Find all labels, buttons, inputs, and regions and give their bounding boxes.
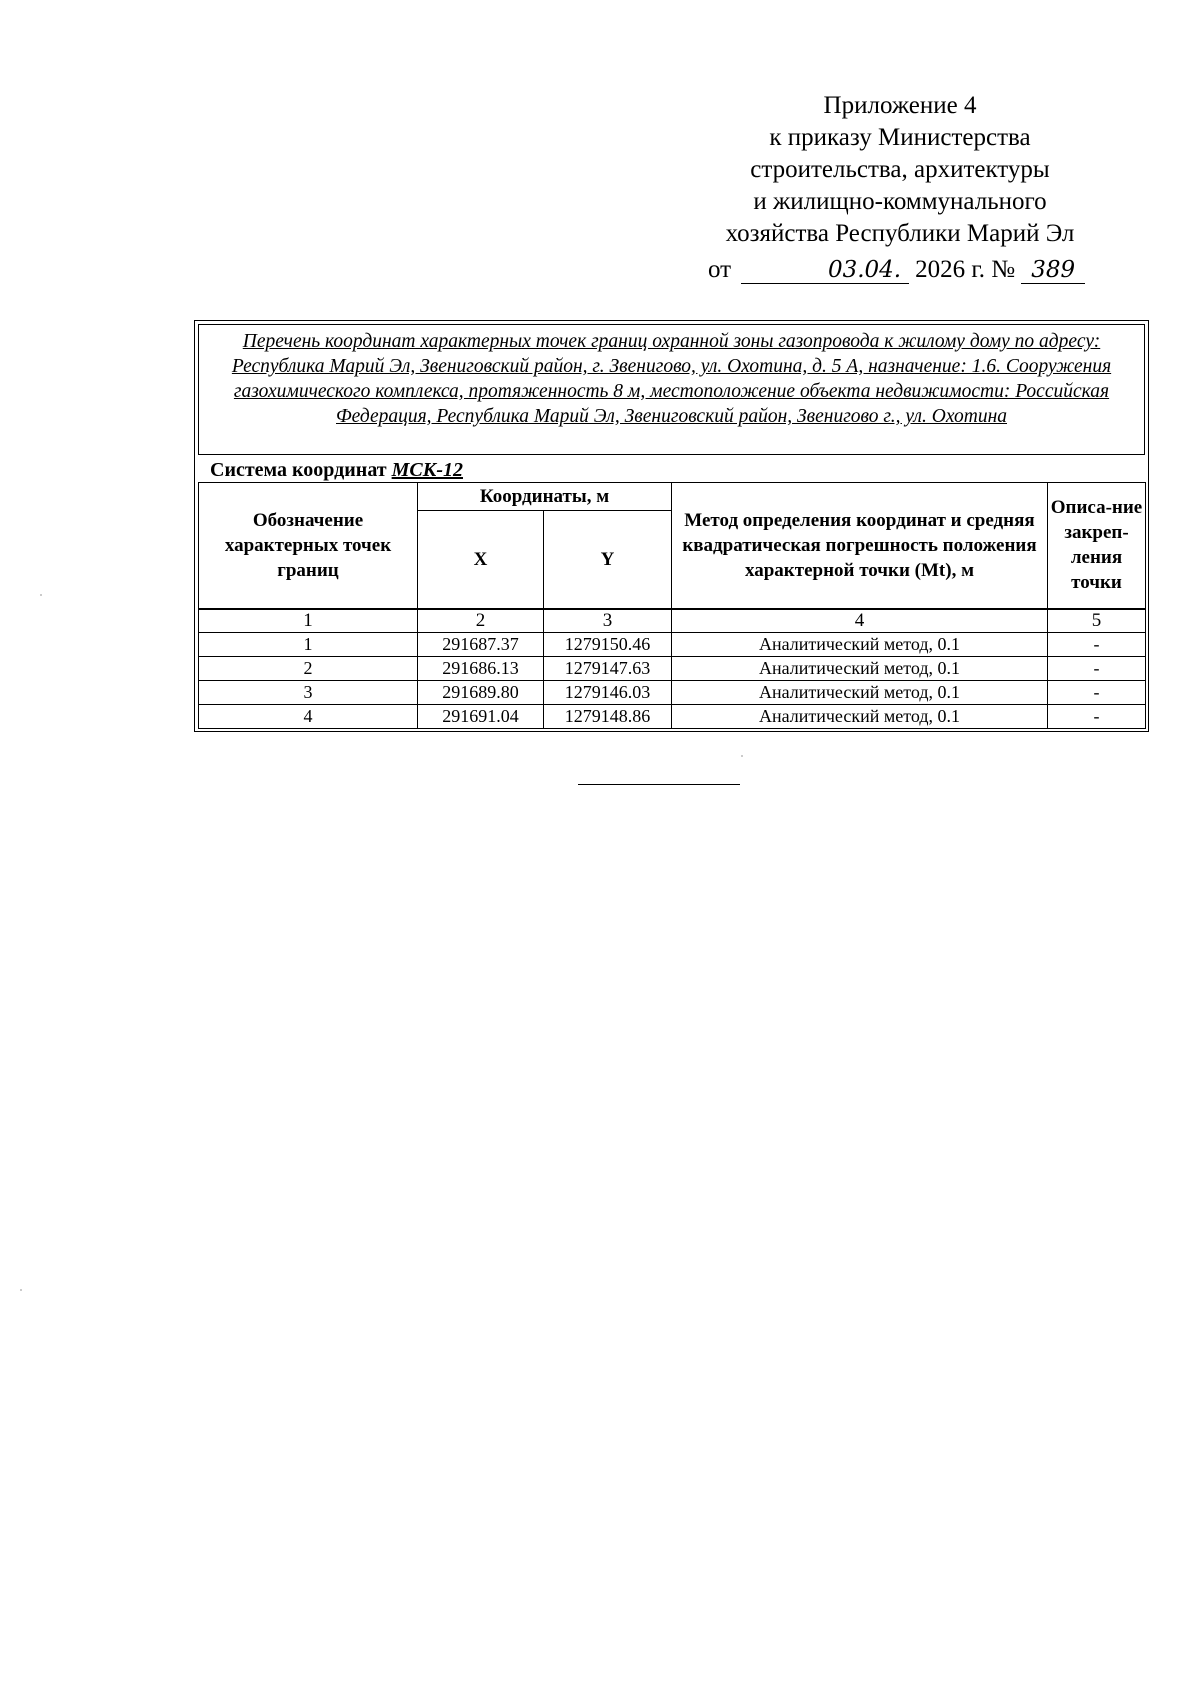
closing-rule: [578, 784, 740, 785]
method-value: Аналитический метод, 0.1: [672, 656, 1048, 680]
appendix-line-republic: хозяйства Республики Марий Эл: [725, 220, 1075, 247]
y-value: 1279148.86: [544, 704, 672, 728]
scan-speck: [741, 755, 743, 757]
x-value: 291691.04: [418, 704, 544, 728]
header-point-designation: Обозначение характерных точек границ: [199, 483, 418, 609]
column-number: 3: [544, 609, 672, 633]
point-number: 1: [199, 632, 418, 656]
order-date-line: [708, 254, 1148, 286]
year-label: 2026 г. №: [915, 256, 1016, 283]
x-value: 291687.37: [418, 632, 544, 656]
header-y: Y: [544, 511, 672, 609]
scan-speck: [20, 1289, 22, 1291]
point-number: 2: [199, 656, 418, 680]
header-x: X: [418, 511, 544, 609]
column-number: 5: [1048, 609, 1146, 633]
header-description: Описа-ние закреп-ления точки: [1048, 483, 1146, 609]
header-method: Метод определения координат и средняя квадратическая погрешность положения характерной точки (Mt), м: [672, 483, 1048, 609]
appendix-line-ministry: строительства, архитектуры: [750, 156, 1050, 183]
scan-speck: [40, 594, 42, 596]
column-number-row: [199, 609, 1146, 633]
point-number: 3: [199, 680, 418, 704]
column-number: 4: [672, 609, 1048, 633]
coordinate-system-value: МСК-12: [391, 459, 463, 481]
column-number: 2: [418, 609, 544, 633]
header-coordinates: Координаты, м: [418, 483, 672, 511]
appendix-header: [650, 90, 1150, 250]
description-value: -: [1048, 656, 1146, 680]
method-value: Аналитический метод, 0.1: [672, 704, 1048, 728]
description-value: -: [1048, 632, 1146, 656]
appendix-line-order: к приказу Министерства: [769, 124, 1031, 151]
y-value: 1279146.03: [544, 680, 672, 704]
table-row: [199, 632, 1146, 656]
column-number: 1: [199, 609, 418, 633]
list-title: Перечень координат характерных точек границ охранной зоны газопровода к жилому дому по адресу: Республика Марий Эл, Звениговский район, г. Звенигово, ул. Охотина, д. 5 А, назначение: 1.6. Сооружения газохимического комплекса, протяженность 8 м, местоположение объекта недвижимости: Российская Федерация, Республика Марий Эл, Звениговский район, Звенигово г., ул. Охотина: [198, 324, 1145, 455]
description-value: -: [1048, 704, 1146, 728]
description-value: -: [1048, 680, 1146, 704]
point-number: 4: [199, 704, 418, 728]
coordinate-system-row: [198, 458, 1145, 482]
table-row: [199, 704, 1146, 728]
method-value: Аналитический метод, 0.1: [672, 680, 1048, 704]
y-value: 1279147.63: [544, 656, 672, 680]
coordinate-system-label: Система координат: [210, 459, 387, 481]
appendix-line-housing: и жилищно-коммунального: [753, 188, 1047, 215]
table-row: [199, 656, 1146, 680]
handwritten-date: 03.04.: [741, 257, 909, 284]
x-value: 291686.13: [418, 656, 544, 680]
table-row: [199, 680, 1146, 704]
date-prefix: от: [708, 256, 732, 283]
x-value: 291689.80: [418, 680, 544, 704]
coordinates-frame: [194, 320, 1149, 732]
appendix-title: Приложение 4: [823, 92, 977, 119]
method-value: Аналитический метод, 0.1: [672, 632, 1048, 656]
coordinates-table: [198, 482, 1146, 729]
handwritten-order-number: 389: [1021, 257, 1085, 284]
y-value: 1279150.46: [544, 632, 672, 656]
